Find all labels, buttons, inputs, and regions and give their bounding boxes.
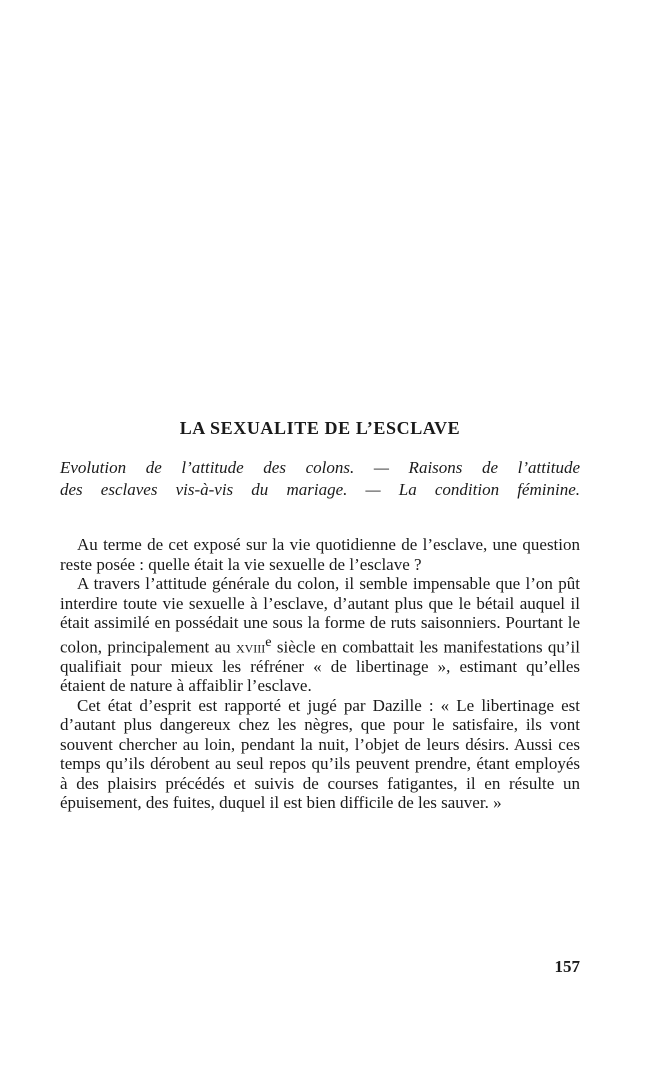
summary-line-2: des esclaves vis-à-vis du mariage. — La condition féminine. bbox=[60, 480, 580, 499]
paragraph-1: Au terme de cet exposé sur la vie quotidienne de l’esclave, une question reste posée : quelle était la vie sexuelle de l’esclave ? bbox=[60, 535, 580, 574]
body-text bbox=[60, 535, 580, 813]
paragraph-2-text-after: siècle en combattait les manifestations qu’il qualifiait pour mieux les réfréner « de libertinage », estimant qu’elles étaient de nature à affaiblir l’esclave. bbox=[60, 637, 580, 696]
chapter-summary bbox=[60, 457, 580, 501]
century-numeral: xviii bbox=[235, 637, 266, 657]
chapter-title: LA SEXUALITE DE L’ESCLAVE bbox=[179, 418, 461, 438]
summary-line-1: Evolution de l’attitude des colons. — Raisons de l’attitude bbox=[60, 458, 580, 477]
century-superscript: e bbox=[265, 633, 272, 650]
paragraph-2-text-before: A travers l’attitude générale du colon, il semble impensable que l’on pût interdire toute vie sexuelle à l’esclave, d’autant plus que le bétail auquel il était assimilé en possédait une sous la forme de ruts saisonniers. Pourtant le colon, principalement au bbox=[60, 574, 580, 657]
paragraph-3: Cet état d’esprit est rapporté et jugé par Dazille : « Le libertinage est d’autant plus dangereux chez les nègres, que pour le satisfaire, ils vont souvent chercher au loin, pendant la nuit, l’objet de leurs désirs. Aussi ces temps qu’ils dérobent au seul repos qu’ils peuvent prendre, étant employés à des plaisirs précédés et suivis de courses fatigantes, il en résulte un épuisement, des fuites, duquel il est bien difficile de les sauver. » bbox=[60, 695, 580, 813]
paragraph-2 bbox=[60, 574, 580, 696]
page-number: 157 bbox=[554, 957, 580, 976]
